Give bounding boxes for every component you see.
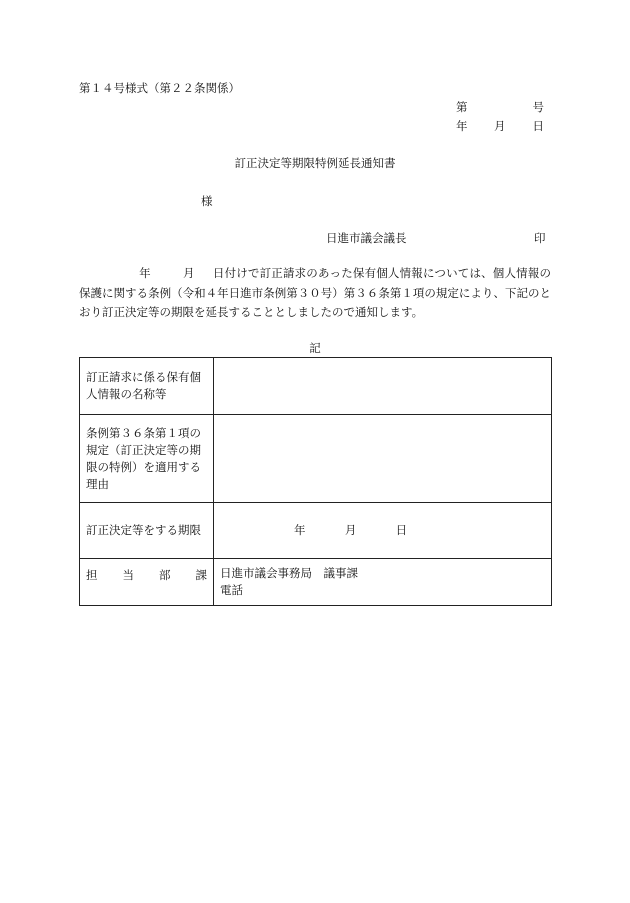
deadline-day: 日 xyxy=(395,523,408,537)
deadline-label: 訂正決定等をする期限 xyxy=(80,503,214,559)
sender-name: 日進市議会議長 xyxy=(326,231,407,245)
date-year: 年 xyxy=(456,119,468,133)
department-value xyxy=(214,559,552,606)
seal-mark: 印 xyxy=(534,231,546,245)
deadline-year: 年 xyxy=(294,523,306,537)
table-row xyxy=(80,559,552,606)
department-phone: 電話 xyxy=(220,583,243,597)
ref-go: 号 xyxy=(532,100,544,114)
department-name: 日進市議会事務局 議事課 xyxy=(220,566,358,580)
body-paragraph xyxy=(79,264,551,323)
deadline-value xyxy=(214,503,552,559)
addressee-suffix: 様 xyxy=(201,194,213,208)
table-row xyxy=(80,358,552,415)
detail-table xyxy=(79,357,552,606)
table-row xyxy=(80,415,552,503)
department-label-char: 部 xyxy=(159,567,171,582)
table-row xyxy=(80,503,552,559)
info-name-label: 訂正請求に係る保有個人情報の名称等 xyxy=(80,358,214,415)
department-label-char: 課 xyxy=(195,567,207,582)
reason-value xyxy=(214,415,552,503)
reference-number xyxy=(456,99,544,117)
date-month: 月 xyxy=(494,119,506,133)
body-month: 月 xyxy=(182,266,195,280)
department-label-char: 当 xyxy=(122,567,134,582)
department-label-char: 担 xyxy=(86,567,98,582)
ki-heading: 記 xyxy=(309,341,321,355)
document-title: 訂正決定等期限特例延長通知書 xyxy=(234,156,396,170)
ref-dai: 第 xyxy=(456,100,468,114)
deadline-month: 月 xyxy=(344,523,357,537)
body-text: 日付けで訂正請求のあった保有個人情報については、個人情報の保護に関する条例（令和４年日進市条例第３０号）第３６条第１項の規定により、下記のとおり訂正決定等の期限を延長することとしましたので通知します。 xyxy=(79,266,552,319)
body-year: 年 xyxy=(139,266,151,280)
reason-label: 条例第３６条第１項の規定（訂正決定等の期限の特例）を適用する理由 xyxy=(80,415,214,503)
department-label xyxy=(80,559,214,606)
info-name-value xyxy=(214,358,552,415)
date-day: 日 xyxy=(532,119,544,133)
form-number-label: 第１４号様式（第２２条関係） xyxy=(79,81,240,95)
issue-date xyxy=(456,118,544,136)
